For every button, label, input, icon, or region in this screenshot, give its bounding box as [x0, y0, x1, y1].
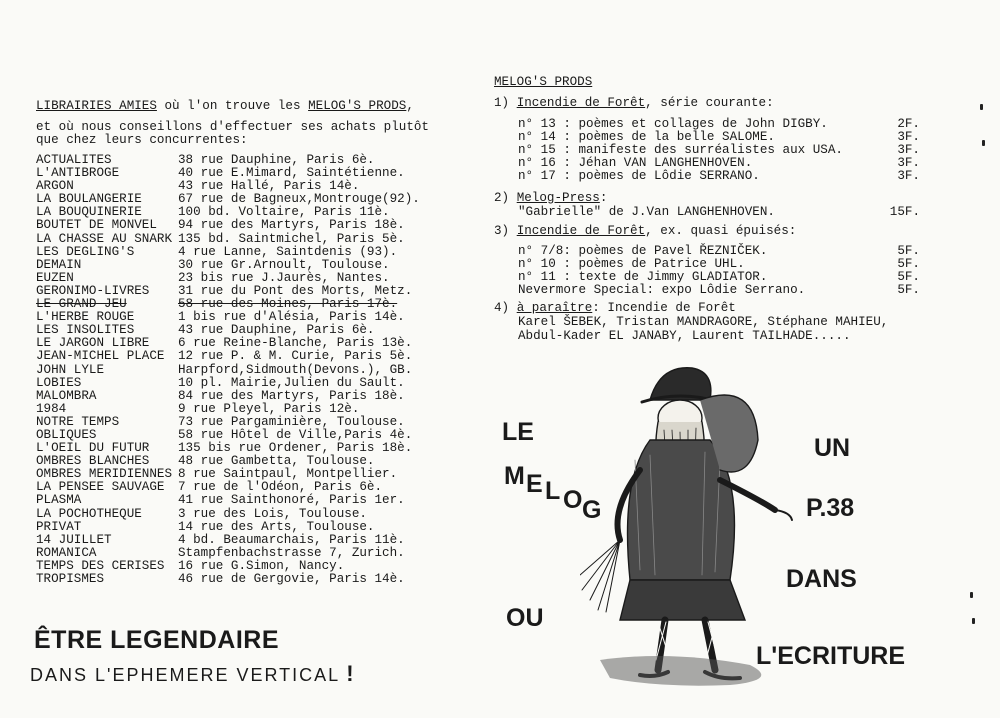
bookshop-row [36, 416, 420, 429]
bookshop-address: 4 rue Lanne, Saintdenis (93). [178, 244, 398, 259]
section-2-rest: : [599, 191, 608, 205]
bookshop-address: 31 rue du Pont des Morts, Metz. [178, 283, 413, 298]
bookshop-address: 1 bis rue d'Alésia, Paris 14è. [178, 310, 405, 325]
bookshop-address: 16 rue G.Simon, Nancy. [178, 558, 345, 573]
bookshop-address: 135 bd. Saintmichel, Paris 5è. [178, 231, 405, 246]
catalog-item-text: Nevermore Special: expo Lôdie Serrano. [518, 283, 806, 298]
bookshop-address: 58 rue des Moines, Paris 17è. [178, 297, 398, 312]
bookshop-name: DEMAIN [36, 258, 82, 272]
bookshop-name: GERONIMO-LIVRES [36, 284, 150, 298]
bookshop-name: LA BOUQUINERIE [36, 206, 142, 220]
bookshop-row [36, 272, 420, 285]
catalog-item [518, 284, 920, 297]
bookshop-address: 43 rue Hallé, Paris 14è. [178, 179, 360, 194]
bookshop-name: LA PENSEE SAUVAGE [36, 481, 165, 495]
catalog-item-text: n° 7/8: poèmes de Pavel ŘEZNIČEK. [518, 244, 768, 258]
bookshop-name: TROPISMES [36, 573, 105, 586]
bookshop-name: OMBRES BLANCHES [36, 455, 150, 469]
prods-title: MELOG'S PRODS [494, 75, 593, 89]
bookshop-name: MALOMBRA [36, 389, 97, 403]
slogan-exclamation: ! [346, 661, 356, 686]
bookshop-address: 8 rue Saintpaul, Montpellier. [178, 467, 398, 482]
bookshop-row [36, 377, 420, 390]
bookshops-header [36, 100, 414, 113]
bookshop-name: LES DEGLING'S [36, 245, 135, 259]
bookshop-address: 12 rue P. & M. Curie, Paris 5è. [178, 349, 413, 364]
bookshop-row [36, 233, 420, 246]
bookshop-name: BOUTET DE MONVEL [36, 219, 157, 233]
bookshop-row [36, 534, 420, 547]
section-2-number: 2) [494, 191, 517, 205]
section-4-heading [494, 302, 736, 315]
section-3-rest: , ex. quasi épuisés: [645, 224, 797, 238]
bookshop-address: 6 rue Reine-Blanche, Paris 13è. [178, 336, 413, 351]
bookshop-name: 14 JUILLET [36, 533, 112, 547]
bookshop-name: PLASMA [36, 494, 82, 508]
bookshops-header-prods: MELOG'S PRODS [308, 99, 407, 113]
bookshop-address: 135 bis rue Ordener, Paris 18è. [178, 441, 413, 456]
bookshops-header-text: où l'on trouve les [156, 99, 309, 113]
bookshop-address: 10 pl. Mairie,Julien du Sault. [178, 375, 405, 390]
bookshop-name: LE GRAND JEU [36, 298, 127, 312]
section-2-items [518, 206, 920, 219]
catalog-item-text: n° 13 : poèmes et collages de John DIGBY. [518, 117, 828, 131]
bookshop-row [36, 573, 420, 586]
bookshop-address: 9 rue Pleyel, Paris 12è. [178, 401, 360, 416]
bookshop-row [36, 219, 420, 232]
bookshop-name: L'ANTIBROGE [36, 167, 120, 181]
catalog-item [518, 170, 920, 183]
poster-melog-l: L [545, 477, 561, 505]
section-3-items [518, 245, 920, 297]
bookshop-address: 14 rue des Arts, Toulouse. [178, 519, 375, 534]
catalog-item-text: n° 16 : Jéhan VAN LANGHENHOVEN. [518, 156, 753, 171]
bookshop-address: 38 rue Dauphine, Paris 6è. [178, 153, 375, 167]
bookshop-address: 40 rue E.Mimard, Saintétienne. [178, 166, 405, 181]
bookshop-address: 100 bd. Voltaire, Paris 11è. [178, 205, 390, 220]
bookshop-address: Harpford,Sidmouth(Devons.), GB. [178, 362, 413, 377]
bookshop-address: 58 rue Hôtel de Ville,Paris 4è. [178, 427, 413, 442]
bookshop-name: LES INSOLITES [36, 324, 135, 338]
bookshop-row [36, 364, 420, 377]
bookshop-address: 73 rue Pargaminière, Toulouse. [178, 414, 405, 429]
section-2-heading [494, 192, 607, 205]
catalog-item-text: n° 15 : manifeste des surréalistes aux USA. [518, 143, 843, 158]
catalog-item-price: 2F. [897, 117, 920, 131]
bookshops-intro [36, 121, 429, 147]
bookshop-row [36, 547, 420, 560]
section-4-line-2: Karel ŠEBEK, Tristan MANDRAGORE, Stéphane MAHIEU, [518, 315, 889, 329]
bookshop-name: L'OEIL DU FUTUR [36, 442, 150, 456]
bookshop-name: LA CHASSE AU SNARK [36, 232, 173, 246]
binding-mark [982, 140, 985, 146]
bookshop-address: 48 rue Gambetta, Toulouse. [178, 454, 375, 469]
section-2-title: Melog-Press [516, 191, 600, 205]
section-1-rest: , série courante: [645, 96, 774, 110]
bearded-figure-illustration [580, 360, 810, 690]
bookshop-name: ROMANICA [36, 546, 97, 560]
bookshop-address: 84 rue des Martyrs, Paris 18è. [178, 388, 405, 403]
bookshop-row [36, 350, 420, 363]
section-1-title: Incendie de Forêt [516, 96, 646, 110]
binding-mark [970, 592, 973, 598]
bookshop-row [36, 521, 420, 534]
bookshop-name: ARGON [36, 180, 74, 194]
catalog-item-text: n° 14 : poèmes de la belle SALOME. [518, 130, 775, 145]
bookshop-name: NOTRE TEMPS [36, 415, 120, 429]
bookshop-address: Stampfenbachstrasse 7, Zurich. [178, 545, 405, 560]
catalog-item-text: n° 10 : poèmes de Patrice UHL. [518, 257, 745, 272]
poster-le: LE [502, 418, 534, 446]
bookshop-name: JEAN-MICHEL PLACE [36, 350, 165, 364]
catalog-item-price: 3F. [897, 156, 920, 171]
bookshop-row [36, 390, 420, 403]
bookshop-name: EUZEN [36, 271, 74, 285]
poster-ou: OU [506, 604, 544, 632]
binding-mark [980, 104, 983, 110]
slogan-subtitle-text: DANS L'EPHEMERE VERTICAL [30, 665, 341, 685]
bookshop-row [36, 259, 420, 272]
bookshop-row [36, 246, 420, 259]
catalog-item-price: 5F. [897, 244, 920, 258]
catalog-item-text: "Gabrielle" de J.Van LANGHENHOVEN. [518, 205, 775, 219]
section-1-number: 1) [494, 96, 517, 110]
bookshop-name: OMBRES MERIDIENNES [36, 468, 173, 482]
poster-dans: DANS [786, 565, 857, 593]
bookshops-header-end: , [406, 99, 414, 113]
poster-un: UN [814, 434, 851, 462]
catalog-item-price: 5F. [897, 270, 920, 285]
catalog-item-price: 5F. [897, 283, 920, 298]
bookshop-address: 4 bd. Beaumarchais, Paris 11è. [178, 532, 405, 547]
poster-melog-o: O [563, 486, 583, 514]
bookshop-name: TEMPS DES CERISES [36, 559, 165, 573]
poster-melog-g: G [582, 496, 602, 524]
section-4-rest: : Incendie de Forêt [592, 301, 736, 315]
catalog-item-text: n° 17 : poèmes de Lôdie SERRANO. [518, 169, 760, 184]
catalog-item [518, 206, 920, 219]
section-4-number: 4) [494, 301, 517, 315]
bookshop-address: 30 rue Gr.Arnoult, Toulouse. [178, 257, 390, 272]
bookshop-address: 23 bis rue J.Jaurès, Nantes. [178, 270, 390, 285]
bookshop-row [36, 494, 420, 507]
bookshop-list [36, 154, 420, 586]
section-3-number: 3) [494, 224, 517, 238]
poster-p38: P.38 [806, 494, 855, 522]
intro-line-1: et où nous conseillons d'effectuer ses achats plutôt [36, 120, 429, 134]
bookshop-address: 43 rue Dauphine, Paris 6è. [178, 323, 375, 338]
section-1-items [518, 118, 920, 183]
bookshops-header-label: LIBRAIRIES AMIES [36, 99, 157, 113]
intro-line-2: que chez leurs concurrentes: [36, 133, 248, 148]
bookshop-name: LE JARGON LIBRE [36, 337, 150, 351]
poster-melog-m: M [504, 462, 525, 490]
bookshop-name: LA POCHOTHEQUE [36, 507, 142, 521]
bookshop-row [36, 403, 420, 416]
bookshop-name: JOHN LYLE [36, 363, 105, 377]
bookshop-address: 7 rue de l'Odéon, Paris 6è. [178, 480, 383, 495]
bookshop-name: PRIVAT [36, 520, 82, 534]
bookshop-row [36, 508, 420, 521]
catalog-item-price: 3F. [897, 130, 920, 145]
binding-mark [972, 618, 975, 624]
bookshop-address: 46 rue de Gergovie, Paris 14è. [178, 572, 405, 586]
catalog-item-price: 5F. [897, 257, 920, 272]
slogan-subtitle [30, 661, 356, 687]
section-4-title: à paraître [516, 301, 593, 315]
bookshop-name: OBLIQUES [36, 428, 97, 442]
catalog-item-text: n° 11 : texte de Jimmy GLADIATOR. [518, 270, 768, 285]
section-4-line-3: Abdul-Kader EL JANABY, Laurent TAILHADE..... [518, 329, 851, 343]
bookshop-address: 3 rue des Lois, Toulouse. [178, 506, 367, 521]
poster-melog-e: E [526, 470, 543, 498]
bookshop-address: 67 rue de Bagneux,Montrouge(92). [178, 192, 420, 207]
section-1-heading [494, 97, 774, 110]
poster-ecriture: L'ECRITURE [756, 642, 905, 670]
bookshop-name: L'HERBE ROUGE [36, 311, 135, 325]
section-3-title: Incendie de Forêt [516, 224, 646, 238]
bookshop-address: 41 rue Sainthonoré, Paris 1er. [178, 493, 405, 508]
slogan-title: ÊTRE LEGENDAIRE [34, 626, 280, 654]
catalog-item-price: 15F. [889, 205, 920, 219]
catalog-item-price: 3F. [897, 169, 920, 184]
bookshop-name: ACTUALITES [36, 154, 112, 167]
catalog-item-price: 3F. [897, 143, 920, 158]
bookshop-name: 1984 [36, 402, 67, 416]
bookshop-address: 94 rue des Martyrs, Paris 18è. [178, 218, 405, 233]
section-3-heading [494, 225, 796, 238]
bookshop-name: LA BOULANGERIE [36, 193, 142, 207]
bookshop-name: LOBIES [36, 376, 82, 390]
